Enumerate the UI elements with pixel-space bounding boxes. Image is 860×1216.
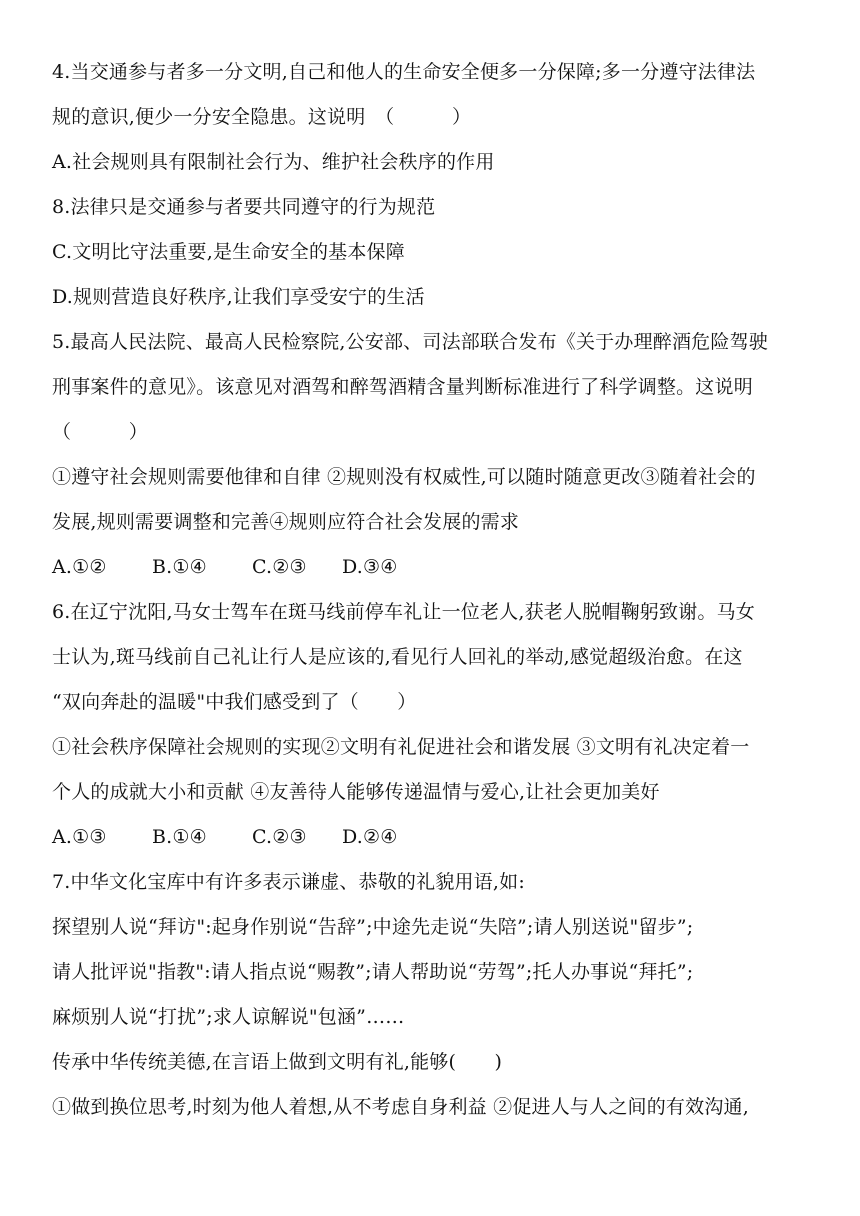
q4-option-b: 8.法律只是交通参与者要共同遵守的行为规范	[52, 196, 436, 218]
q5-stem-line-3: （ ）	[52, 421, 149, 443]
q6-option-a: A.①③	[52, 826, 107, 848]
q6-stem-line-1: 6.在辽宁沈阳,马女士驾车在斑马线前停车礼让一位老人,获老人脱帽鞠躬致谢。马女	[52, 601, 756, 623]
q7-example-line-3: 麻烦别人说“打扰”;求人谅解说"包涵”……	[52, 1006, 405, 1028]
q5-stem-line-1: 5.最高人民法院、最高人民检察院,公安部、司法部联合发布《关于办理醉酒危险驾驶	[52, 331, 768, 353]
q6-option-b: B.①④	[152, 826, 207, 848]
q4-stem-line-2: 规的意识,便少一分安全隐患。这说明 （ ）	[52, 106, 472, 128]
q7-statements-line-1: ①做到换位思考,时刻为他人着想,从不考虑自身利益 ②促进人与人之间的有效沟通,	[52, 1096, 749, 1118]
q5-option-a: A.①②	[52, 556, 107, 578]
q6-stem-line-3: “双向奔赴的温暖"中我们感受到了（ ）	[52, 691, 417, 713]
q6-stem-line-2: 士认为,斑马线前自己礼让行人是应该的,看见行人回礼的举动,感觉超级治愈。在这	[52, 646, 743, 668]
q4-stem-line-1: 4.当交通参与者多一分文明,自己和他人的生命安全便多一分保障;多一分遵守法律法	[52, 61, 756, 83]
q4-option-a: A.社会规则具有限制社会行为、维护社会秩序的作用	[52, 151, 495, 173]
q4-option-d: D.规则营造良好秩序,让我们享受安宁的生活	[52, 286, 425, 308]
q5-statements-line-2: 发展,规则需要调整和完善④规则应符合社会发展的需求	[52, 511, 520, 533]
q7-question-line: 传承中华传统美德,在言语上做到文明有礼,能够( )	[52, 1051, 503, 1073]
q7-stem-line-1: 7.中华文化宝库中有许多表示谦虚、恭敬的礼貌用语,如:	[52, 871, 525, 893]
q5-option-d: D.③④	[342, 556, 398, 578]
worksheet-page	[52, 50, 812, 1130]
q6-statements-line-2: 个人的成就大小和贡献 ④友善待人能够传递温情与爱心,让社会更加美好	[52, 781, 660, 803]
q5-stem-line-2: 刑事案件的意见》。该意见对酒驾和醉驾酒精含量判断标准进行了科学调整。这说明	[52, 376, 753, 398]
q4-option-c: C.文明比守法重要,是生命安全的基本保障	[52, 241, 405, 263]
q6-option-d: D.②④	[342, 826, 398, 848]
q7-example-line-2: 请人批评说"指教":请人指点说“赐教”;请人帮助说“劳驾”;托人办事说“拜托”;	[52, 961, 694, 983]
q5-statements-line-1: ①遵守社会规则需要他律和自律 ②规则没有权威性,可以随时随意更改③随着社会的	[52, 466, 756, 488]
q5-options	[52, 545, 812, 590]
q7-example-line-1: 探望别人说“拜访":起身作别说“告辞”;中途先走说“失陪”;请人别送说"留步”;	[52, 916, 694, 938]
q6-statements-line-1: ①社会秩序保障社会规则的实现②文明有礼促进社会和谐发展 ③文明有礼决定着一	[52, 736, 750, 758]
q5-option-b: B.①④	[152, 556, 207, 578]
q6-option-c: C.②③	[252, 826, 307, 848]
q5-option-c: C.②③	[252, 556, 307, 578]
q6-options	[52, 815, 812, 860]
